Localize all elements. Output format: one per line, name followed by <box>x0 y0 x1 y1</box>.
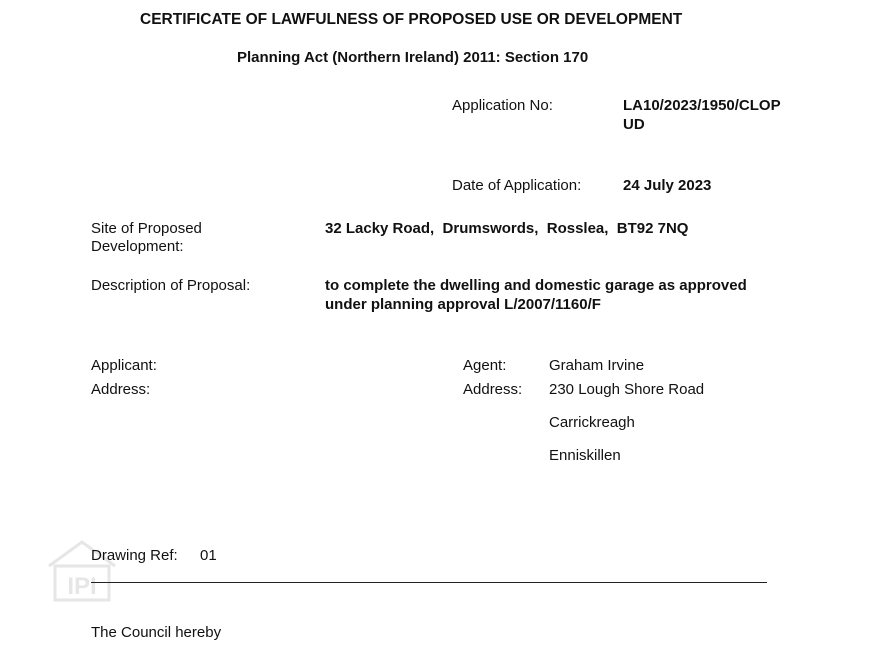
date-label: Date of Application: <box>452 177 582 194</box>
application-no-value-line1: LA10/2023/1950/CLOP <box>623 97 781 114</box>
document-subtitle: Planning Act (Northern Ireland) 2011: Section 170 <box>237 49 589 66</box>
site-label-line2: Development: <box>91 238 184 255</box>
agent-name: Graham Irvine <box>549 357 645 374</box>
description-line1: to complete the dwelling and domestic garage as approved <box>325 277 747 294</box>
date-value: 24 July 2023 <box>623 177 712 194</box>
applicant-label: Applicant: <box>91 357 157 374</box>
drawing-ref-value: 01 <box>200 547 217 564</box>
drawing-ref-label: Drawing Ref: <box>91 547 178 564</box>
applicant-address-label: Address: <box>91 381 151 398</box>
site-value: 32 Lacky Road, Drumswords, Rosslea, BT92 7NQ <box>325 220 689 237</box>
description-label: Description of Proposal: <box>91 277 251 294</box>
application-no-label: Application No: <box>452 97 553 114</box>
agent-address-line1: 230 Lough Shore Road <box>549 381 705 398</box>
site-label-line1: Site of Proposed <box>91 220 202 237</box>
agent-address-label: Address: <box>463 381 523 398</box>
application-no-value-line2: UD <box>623 116 645 133</box>
watermark-text: IPI <box>67 573 97 600</box>
divider-line <box>91 582 767 583</box>
document-title: CERTIFICATE OF LAWFULNESS OF PROPOSED USE OR DEVELOPMENT <box>140 11 683 28</box>
agent-address-line3: Enniskillen <box>549 447 621 464</box>
council-text: The Council hereby <box>91 624 222 641</box>
agent-address-line2: Carrickreagh <box>549 414 635 431</box>
description-line2: under planning approval L/2007/1160/F <box>325 296 601 313</box>
agent-label: Agent: <box>463 357 507 374</box>
